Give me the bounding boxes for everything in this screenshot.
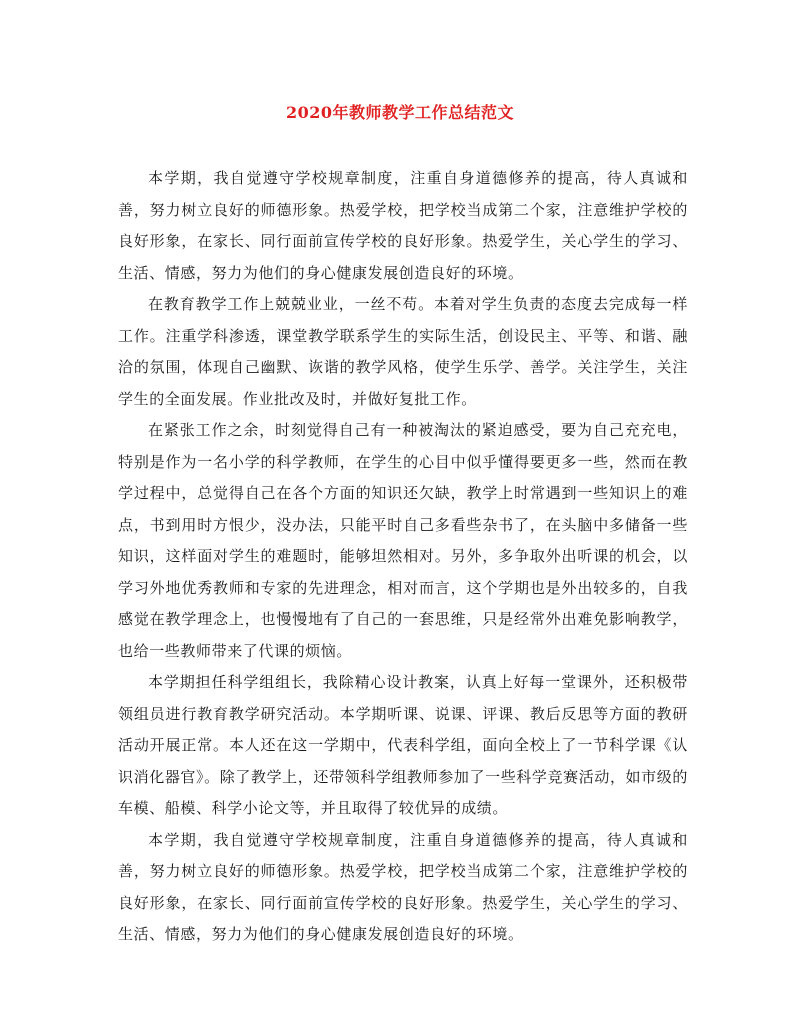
paragraph-5: 本学期，我自觉遵守学校规章制度，注重自身道德修养的提高，待人真诚和善，努力树立良好的师德形象。热爱学校，把学校当成第二个家，注意维护学校的良好形象，在家长、同行面前宣传学校的良好形象。热爱学生，关心学生的学习、生活、情感，努力为他们的身心健康发展创造良好的环境。 <box>118 830 688 943</box>
document-body <box>118 163 688 951</box>
paragraph-2: 在教育教学工作上兢兢业业，一丝不苟。本着对学生负责的态度去完成每一样工作。注重学科渗透，课堂教学联系学生的实际生活，创设民主、平等、和谐、融洽的氛围，体现自己幽默、诙谐的教学风格，使学生乐学、善学。关注学生，关注学生的全面发展。作业批改及时，并做好复批工作。 <box>118 295 688 408</box>
document-title: 2020年教师教学工作总结范文 <box>285 103 515 122</box>
paragraph-4: 本学期担任科学组组长，我除精心设计教案，认真上好每一堂课外，还积极带领组员进行教育教学研究活动。本学期听课、说课、评课、教后反思等方面的教研活动开展正常。本人还在这一学期中，代表科学组，面向全校上了一节科学课《认识消化器官》。除了教学上，还带领科学组教师参加了一些科学竞赛活动，如市级的车模、船模、科学小论文等，并且取得了较优异的成绩。 <box>118 673 688 817</box>
paragraph-3: 在紧张工作之余，时刻觉得自己有一种被淘汰的紧迫感受，要为自己充充电，特别是作为一名小学的科学教师，在学生的心目中似乎懂得要更多一些，然而在教学过程中，总觉得自己在各个方面的知识还欠缺，教学上时常遇到一些知识上的难点，书到用时方恨少，没办法，只能平时自己多看些杂书了，在头脑中多储备一些知识，这样面对学生的难题时，能够坦然相对。另外，多争取外出听课的机会，以学习外地优秀教师和专家的先进理念，相对而言，这个学期也是外出较多的，自我感觉在教学理念上，也慢慢地有了自己的一套思维，只是经常外出难免影响教学，也给一些教师带来了代课的烦恼。 <box>118 421 688 660</box>
paragraph-1: 本学期，我自觉遵守学校规章制度，注重自身道德修养的提高，待人真诚和善，努力树立良好的师德形象。热爱学校，把学校当成第二个家，注意维护学校的良好形象，在家长、同行面前宣传学校的良好形象。热爱学生，关心学生的学习、生活、情感，努力为他们的身心健康发展创造良好的环境。 <box>118 169 688 282</box>
